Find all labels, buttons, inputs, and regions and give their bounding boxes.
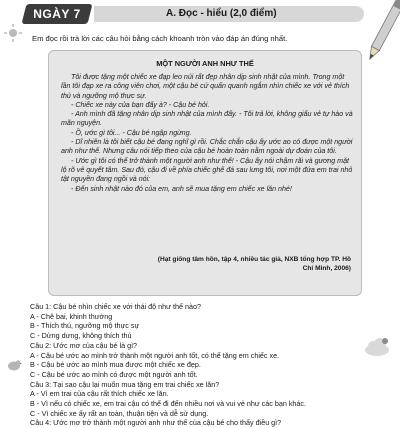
section-banner <box>94 6 364 22</box>
passage-title: MỘT NGƯỜI ANH NHƯ THẾ <box>156 59 254 68</box>
passage-paragraph: - Ước gì tôi có thể trở thành một người anh như thế! - Cậu ấy nói chậm rãi và gương mặt lộ rõ vẻ quyết tâm. Sau đó, cậu đi về phía chiếc ghế đá sau lưng tôi, nơi một đứa em trai nhỏ tật nguyền đang ngồi và nói: <box>61 156 353 184</box>
question-3-option-c[interactable]: C - Vì chiếc xe ấy rất an toàn, thuận tiện và dễ sử dụng. <box>30 408 209 418</box>
pencil-icon <box>364 0 400 70</box>
passage-paragraph: - Anh mình đã tặng nhân dịp sinh nhật của mình đấy. - Tôi trả lời, không giấu vẻ tự hào và mãn nguyện. <box>61 110 353 128</box>
bird-icon <box>6 358 22 372</box>
question-1-title: Câu 1: Cậu bé nhìn chiếc xe với thái độ như thế nào? <box>30 302 201 311</box>
day-badge <box>22 4 93 24</box>
passage-paragraph: - Dĩ nhiên là tôi biết cậu bé đang nghĩ gì rồi. Chắc chắn cậu ấy ước ao có được một người anh như thế. Nhưng câu nói tiếp theo của cậu bé hoàn toàn nằm ngoài dự đoán của tôi. <box>61 138 353 156</box>
question-1-option-b[interactable]: B - Thích thú, ngưỡng mộ thực sự <box>30 321 140 331</box>
question-list <box>30 302 370 428</box>
passage-body <box>61 73 353 194</box>
lesson-header <box>24 4 372 24</box>
sun-icon <box>4 24 22 42</box>
question-3-option-b[interactable]: B - Vì nếu có chiếc xe, em trai cậu có thể đi đến nhiều nơi và vui vẻ như các bạn khác. <box>30 399 307 409</box>
question-1-option-a[interactable]: A - Chê bai, khinh thường <box>30 311 113 321</box>
passage-source: (Hạt giống tâm hồn, tập 4, nhiều tác giả, NXB tổng hợp TP. Hồ Chí Minh, 2006) <box>157 256 351 272</box>
question-2-option-a[interactable]: A - Cậu bé ước ao mình trở thành một người anh tốt, có thể tặng em chiếc xe. <box>30 350 280 360</box>
day-badge-label: NGÀY 7 <box>33 7 81 21</box>
question-1-option-c[interactable]: C - Dửng dưng, không thích thú <box>30 331 132 341</box>
question-4-title: Câu 4: Ước mơ trở thành một người anh như thế của cậu bé cho thấy điều gì? <box>30 418 282 428</box>
passage-paragraph: Tôi được tặng một chiếc xe đạp leo núi rất đẹp nhân dịp sinh nhật của mình. Trong một lần tôi đạp xe ra công viên chơi, một cậu bé cứ quẩn quanh ngắm nhìn chiếc xe với vẻ thích thú và ngưỡng mộ thực sự. <box>61 73 350 100</box>
section-title: A. Đọc - hiểu (2,0 điểm) <box>166 8 277 19</box>
question-3-option-a[interactable]: A - Vì em trai của cậu rất thích chiếc xe lăn. <box>30 389 169 399</box>
question-2-title: Câu 2: Ước mơ của cậu bé là gì? <box>30 340 138 350</box>
reading-passage-box <box>48 50 362 296</box>
question-3-title: Câu 3: Tại sao cậu lại muốn mua tặng em trai chiếc xe lăn? <box>30 379 220 389</box>
passage-paragraph: - Chiếc xe này của bạn đấy à? - Cậu bé hỏi. <box>71 100 210 109</box>
question-2-option-c[interactable]: C - Cậu bé ước ao mình có được một người anh tốt. <box>30 369 198 379</box>
passage-paragraph: - Ồ, ước gì tôi... - Cậu bé ngập ngừng. <box>71 128 192 137</box>
question-2-option-b[interactable]: B - Cậu bé ước ao mình mua được một chiếc xe đẹp. <box>30 360 201 370</box>
instruction-text: Em đọc rồi trả lời các câu hỏi bằng cách khoanh tròn vào đáp án đúng nhất. <box>32 34 288 43</box>
passage-paragraph: - Đến sinh nhật nào đó của em, anh sẽ mua tặng em chiếc xe lăn nhé! <box>71 184 292 193</box>
cloud-icon <box>362 336 392 358</box>
